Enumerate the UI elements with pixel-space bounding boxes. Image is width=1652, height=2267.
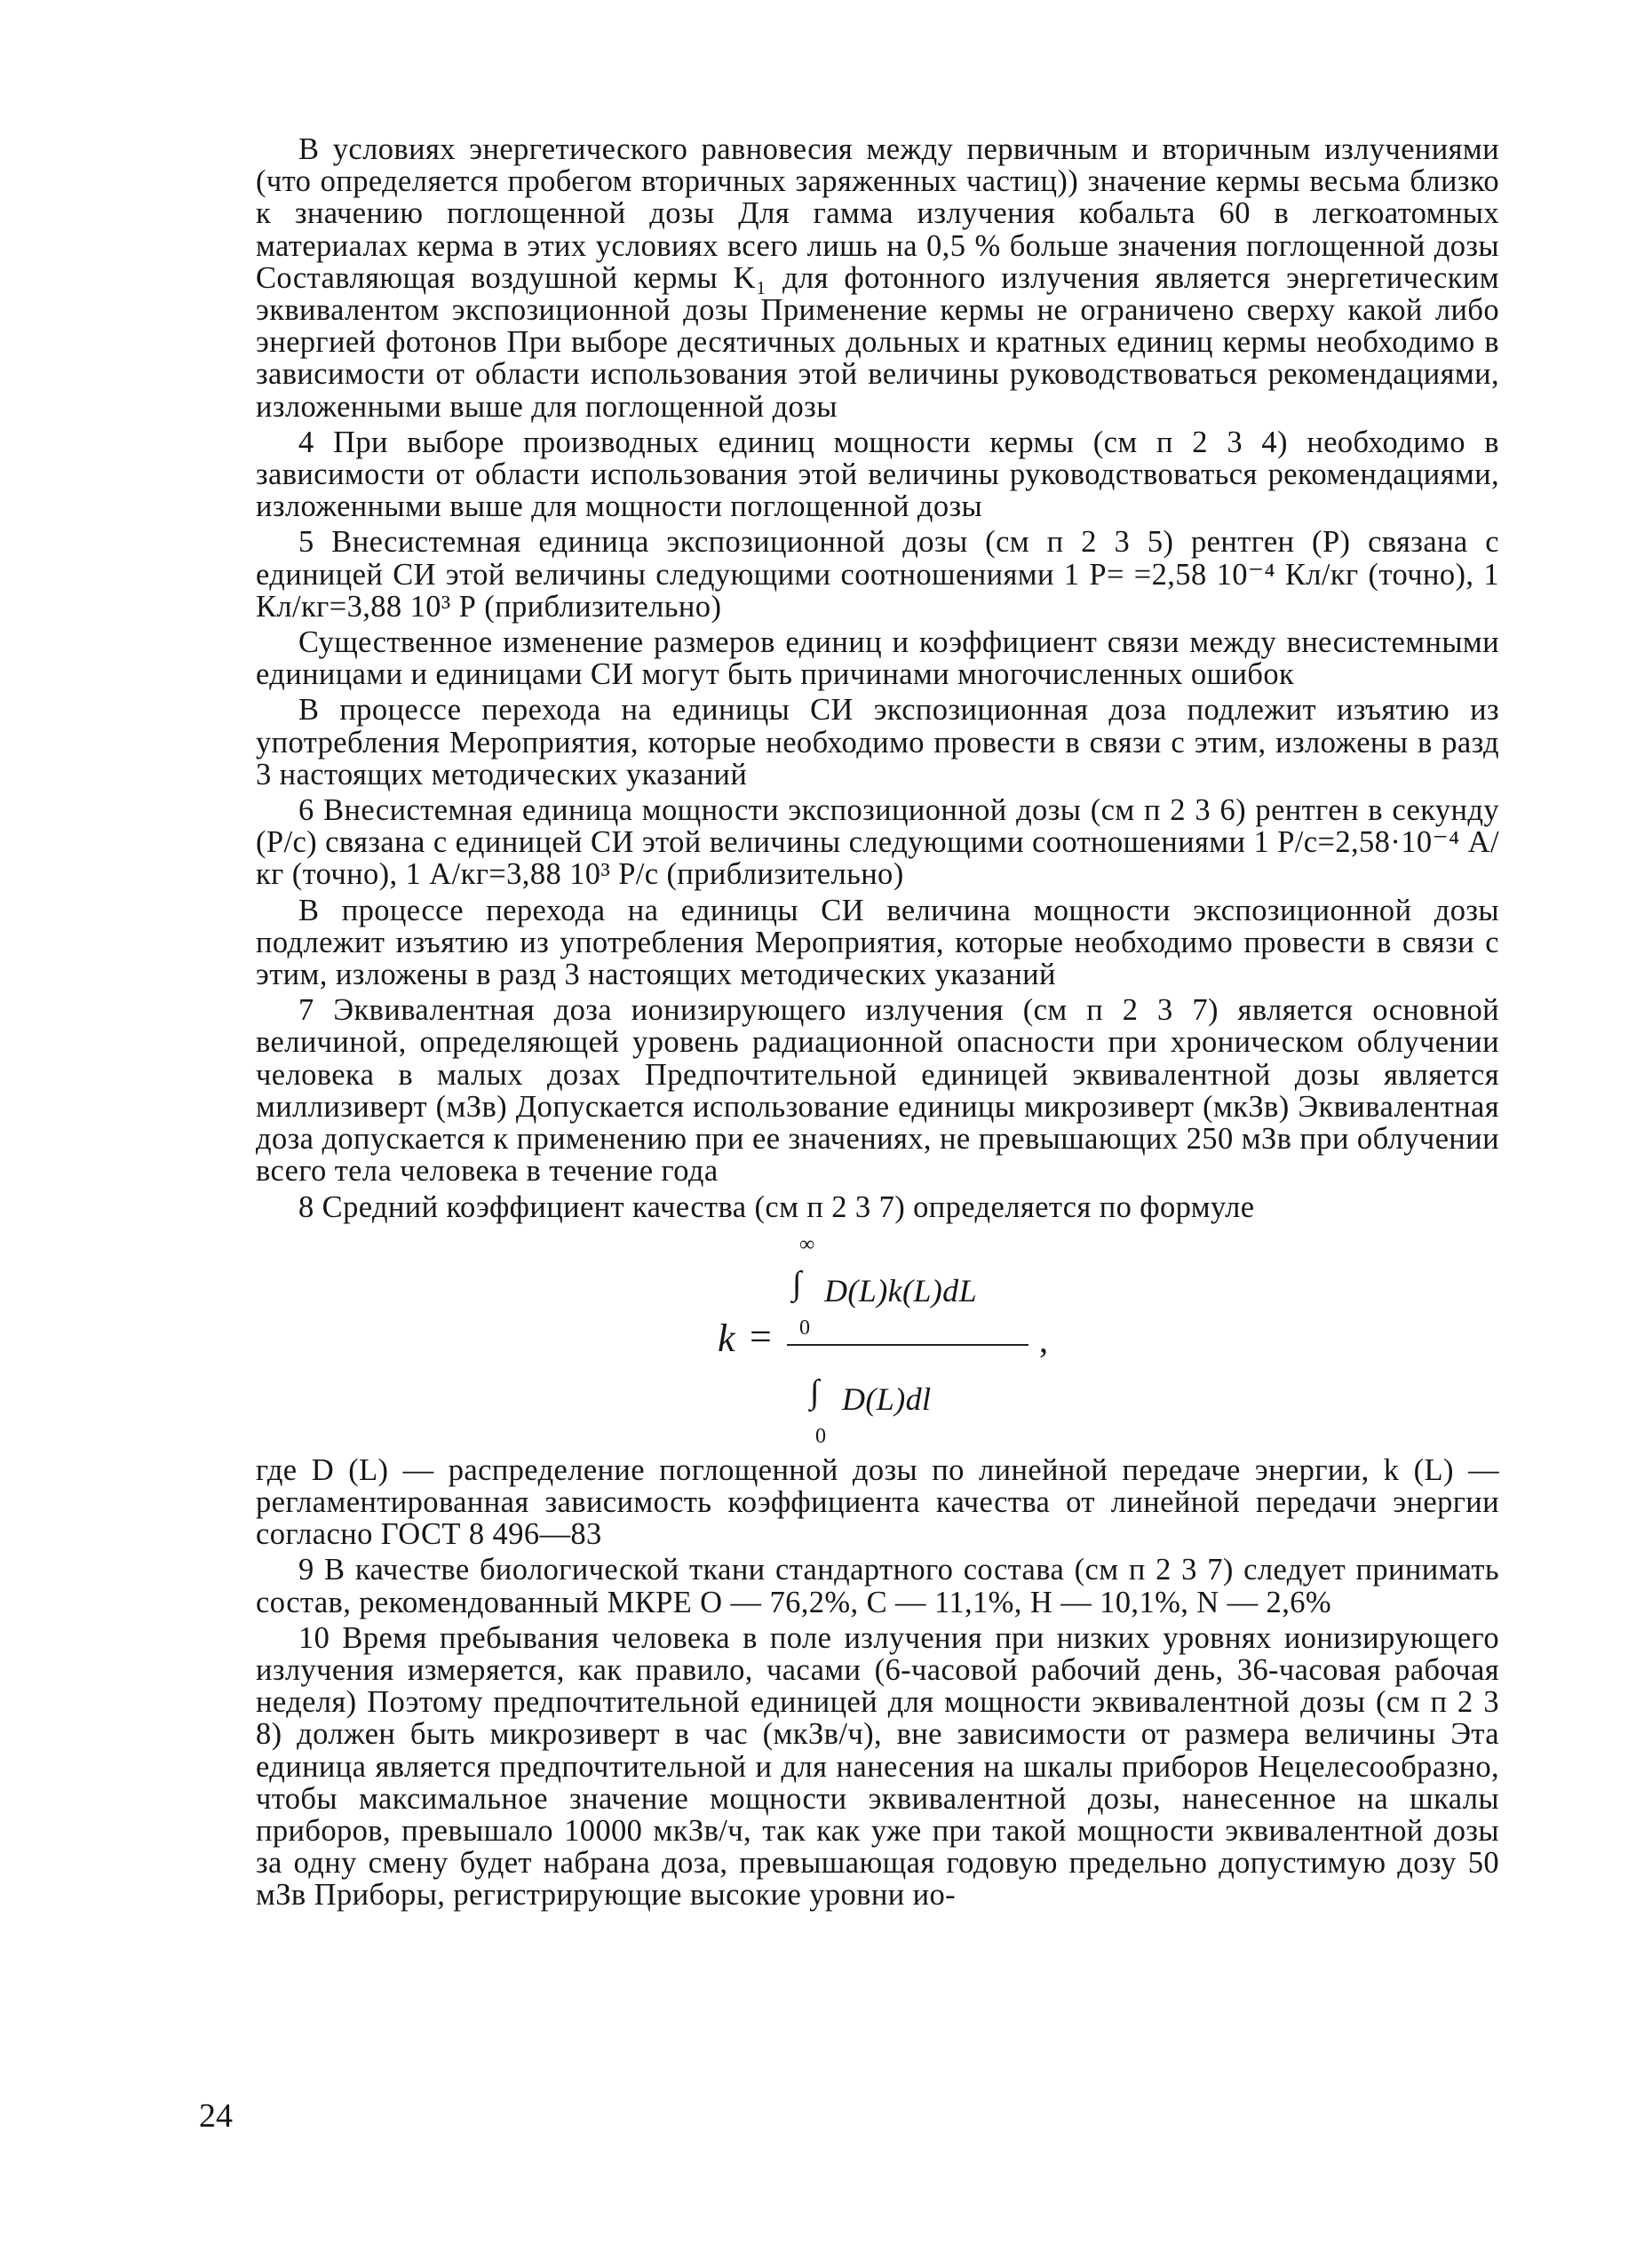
paragraph-formula-legend: где D (L) — распределение поглощенной дозы по линейной передаче энергии, k (L) — регламентированная зависимость коэффициента качества от линейной передачи энергии согласно ГОСТ 8 496—83 [256, 1452, 1499, 1552]
paragraph-kerma-equilibrium: В условиях энергетического равновесия между первичным и вторичным излучениями (что определяется пробегом вторичных заряженных частиц)) значение кермы весьма близко к значению поглощенной дозы Для гамма излучения кобальта 60 в легкоатомных материалах керма в этих условиях всего лишь на 0,5 % больше значения поглощенной дозы Составляющая воздушной кермы K₁ для фотонного излучения является энергетическим эквивалентом экспозиционной дозы Применение кермы не ограничено сверху какой либо энергией фотонов При выборе десятичных дольных и кратных единиц кермы необходимо в зависимости от области использования этой величины руководствоваться рекомендациями, изложенными выше для поглощенной дозы [256, 132, 1499, 424]
formula-denominator: D(L)dl [842, 1380, 932, 1417]
paragraph-item-9: 9 В качестве биологической ткани стандартного состава (см п 2 3 7) следует принимать состав, рекомендованный МКРЕ O — 76,2%, C — 11,1%, H — 10,1%, N — 2,6% [256, 1553, 1499, 1619]
fraction-bar [787, 1344, 1029, 1346]
paragraph-item-6: 6 Внесистемная единица мощности экспозиционной дозы (см п 2 3 6) рентген в секунду (Р/с) связана с единицей СИ этой величины следующими соотношениями 1 Р/с=2,58·10⁻⁴ А/кг (точно), 1 А/кг=3,88 10³ Р/с (приблизительно) [256, 793, 1499, 892]
lower-limit-numerator: 0 [799, 1316, 811, 1340]
formula-equals: = [750, 1314, 773, 1358]
lower-limit-denominator: 0 [815, 1424, 827, 1448]
paragraph-item-7: 7 Эквивалентная доза ионизирующего излучения (см п 2 3 7) является основной величиной, определяющей уровень радиационной опасности при хроническом облучении человека в малых дозах Предпочтительной единицей эквивалентной дозы является миллизиверт (мЗв) Допускается использование единицы микрозиверт (мкЗв) Эквивалентная доза допускается к применению при ее значениях, не превышающих 250 мЗв при облучении всего тела человека в течение года [256, 993, 1499, 1189]
integral-sign-numerator: ∫ [792, 1264, 802, 1302]
upper-limit-numerator: ∞ [799, 1232, 815, 1256]
formula-lhs: k [718, 1316, 735, 1360]
page-number: 24 [199, 2097, 233, 2135]
paragraph-item-5: 5 Внесистемная единица экспозиционной дозы (см п 2 3 5) рентген (Р) связана с единицей СИ этой величины следующими соотношениями 1 Р= =2,58 10⁻⁴ Кл/кг (точно), 1 Кл/кг=3,88 10³ Р (приблизительно) [256, 525, 1499, 624]
integral-sign-denominator: ∫ [810, 1372, 820, 1411]
paragraph-item-8: 8 Средний коэффициент качества (см п 2 3 7) определяется по формуле [298, 1189, 1255, 1224]
formula-numerator: D(L)k(L)dL [824, 1272, 977, 1308]
paragraph-item-4: 4 При выборе производных единиц мощности кермы (см п 2 3 4) необходимо в зависимости от области использования этой величины руководствоваться рекомендациями, изложенными выше для мощности поглощенной дозы [256, 425, 1499, 524]
paragraph-exposure-dose-withdrawal: В процессе перехода на единицы СИ экспозиционная доза подлежит изъятию из употребления Мероприятия, которые необходимо провести в связи с этим, изложены в разд 3 настоящих методических указаний [256, 693, 1499, 791]
page-text [256, 133, 1499, 1912]
formula-comma: , [1039, 1319, 1049, 1360]
quality-factor-formula [256, 1229, 1499, 1451]
paragraph-exposure-rate-withdrawal: В процессе перехода на единицы СИ величина мощности экспозиционной дозы подлежит изъятию из употребления Мероприятия, которые необходимо провести в связи с этим, изложены в разд 3 настоящих методических указаний [256, 893, 1499, 992]
paragraph-item-10: 10 Время пребывания человека в поле излучения при низких уровнях ионизирующего излучения измеряется, как правило, часами (6-часовой рабочий день, 36-часовая рабочая неделя) Поэтому предпочтительной единицей для мощности эквивалентной дозы (см п 2 3 8) должен быть микрозиверт в час (мкЗв/ч), вне зависимости от размера величины Эта единица является предпочтительной и для нанесения на шкалы приборов Нецелесообразно, чтобы максимальное значение мощности эквивалентной дозы, нанесенное на шкалы приборов, превышало 10000 мкЗв/ч, так как уже при такой мощности эквивалентной дозы за одну смену будет набрана доза, превышающая годовую предельно допустимую дозу 50 мЗв Приборы, регистрирующие высокие уровни ио- [256, 1620, 1499, 1913]
paragraph-errors-note: Существенное изменение размеров единиц и коэффициент связи между внесистемными единицами и единицами СИ могут быть причинами многочисленных ошибок [256, 625, 1499, 692]
